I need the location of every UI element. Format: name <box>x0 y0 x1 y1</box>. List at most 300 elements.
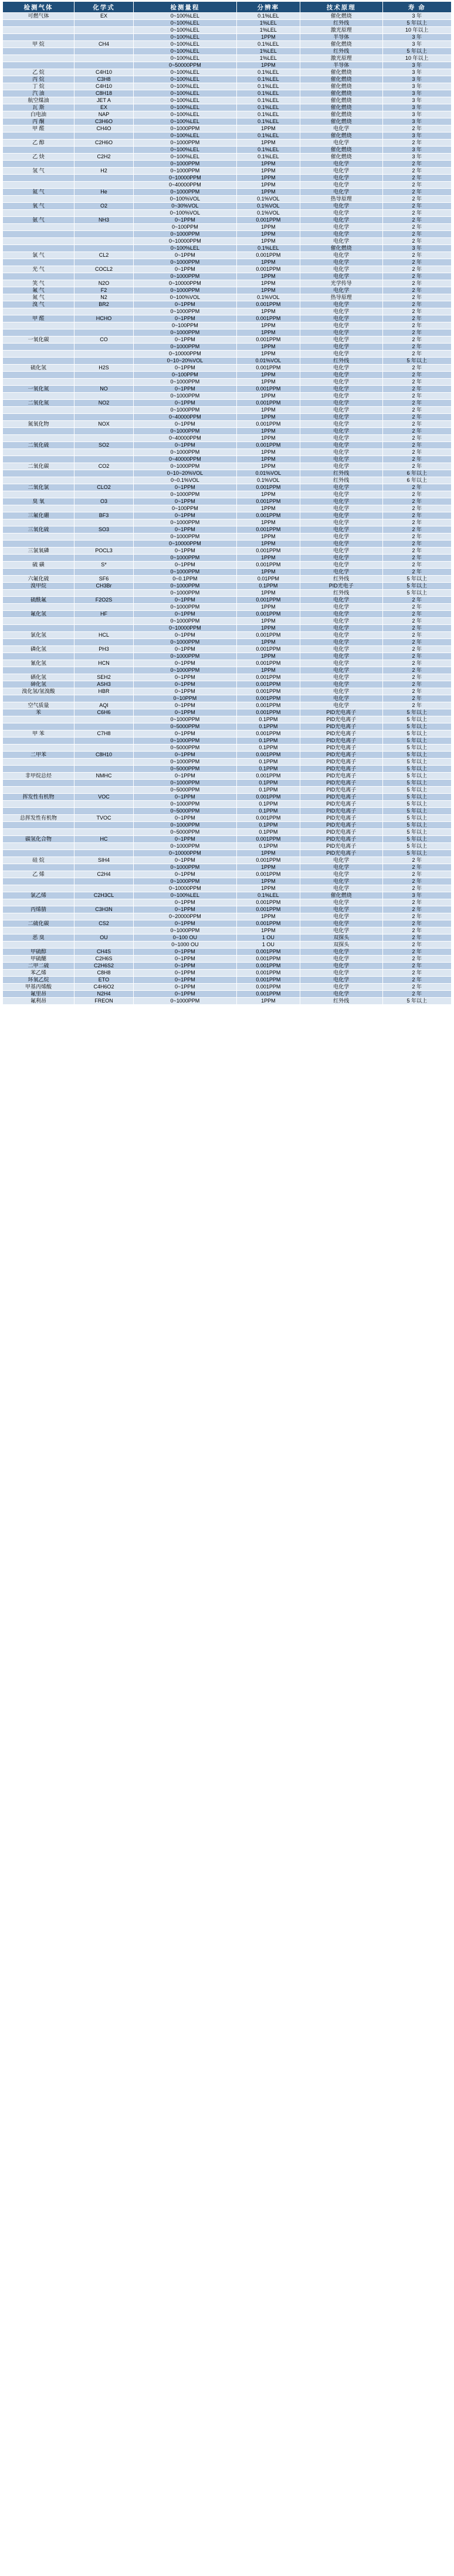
cell-gas-name: 二硫化碳 <box>3 920 74 927</box>
table-row <box>3 590 452 597</box>
cell-detection-range: 0~0.1PPM <box>133 576 236 583</box>
cell-resolution: 1PPM <box>236 618 300 625</box>
cell-technology: 电化学 <box>300 541 382 548</box>
table-row <box>3 365 452 372</box>
cell-technology: 催化燃烧 <box>300 83 382 90</box>
cell-resolution: 1PPM <box>236 322 300 329</box>
cell-resolution: 0.1%LEL <box>236 76 300 83</box>
cell-gas-name <box>3 456 74 463</box>
cell-resolution: 1PPM <box>236 590 300 597</box>
cell-detection-range: 0~1000PPM <box>133 140 236 147</box>
cell-technology: 催化燃烧 <box>300 69 382 76</box>
cell-chemical-formula <box>74 329 134 337</box>
cell-detection-range: 0~1PPM <box>133 963 236 970</box>
cell-chemical-formula <box>74 358 134 365</box>
cell-lifetime: 5 年以上 <box>382 590 451 597</box>
cell-gas-name <box>3 147 74 154</box>
cell-resolution: 1 OU <box>236 934 300 942</box>
table-row <box>3 618 452 625</box>
table-row <box>3 484 452 491</box>
column-header-gas: 检测气体 <box>3 2 74 13</box>
cell-detection-range: 0~100%LEL <box>133 41 236 48</box>
table-row <box>3 942 452 949</box>
cell-resolution: 0.001PPM <box>236 646 300 653</box>
cell-resolution: 0.1%LEL <box>236 69 300 76</box>
cell-detection-range: 0~1000PPM <box>133 125 236 132</box>
cell-gas-name <box>3 231 74 238</box>
cell-detection-range: 0~40000PPM <box>133 414 236 421</box>
cell-lifetime: 2 年 <box>382 611 451 618</box>
cell-detection-range: 0~10PPM <box>133 695 236 702</box>
cell-lifetime: 2 年 <box>382 505 451 512</box>
cell-lifetime: 2 年 <box>382 871 451 878</box>
cell-gas-name <box>3 414 74 421</box>
cell-detection-range: 0~1PPM <box>133 632 236 639</box>
cell-detection-range: 0~100%VOL <box>133 210 236 217</box>
table-row <box>3 329 452 337</box>
table-row <box>3 674 452 681</box>
cell-detection-range: 0~100%LEL <box>133 245 236 252</box>
cell-gas-name <box>3 801 74 808</box>
cell-lifetime: 2 年 <box>382 688 451 695</box>
cell-technology: 电化学 <box>300 498 382 505</box>
cell-gas-name <box>3 723 74 730</box>
cell-gas-name: 甲基丙烯酸 <box>3 984 74 991</box>
cell-resolution: 0.001PPM <box>236 512 300 519</box>
cell-chemical-formula: C4H10 <box>74 69 134 76</box>
cell-detection-range: 0~40000PPM <box>133 182 236 189</box>
cell-lifetime: 2 年 <box>382 308 451 315</box>
cell-lifetime: 2 年 <box>382 526 451 533</box>
cell-technology: 电化学 <box>300 379 382 386</box>
cell-lifetime: 2 年 <box>382 414 451 421</box>
cell-chemical-formula: H2 <box>74 168 134 175</box>
cell-detection-range: 0~1000PPM <box>133 393 236 400</box>
cell-chemical-formula <box>74 182 134 189</box>
cell-detection-range: 0~1000PPM <box>133 759 236 766</box>
cell-gas-name: 甲硫醚 <box>3 956 74 963</box>
cell-gas-name <box>3 533 74 541</box>
table-row <box>3 632 452 639</box>
cell-technology: PID光电离子 <box>300 801 382 808</box>
cell-lifetime: 2 年 <box>382 456 451 463</box>
cell-lifetime: 2 年 <box>382 541 451 548</box>
cell-technology: 红外线 <box>300 358 382 365</box>
cell-resolution: 0.1PPM <box>236 822 300 829</box>
cell-technology: 电化学 <box>300 505 382 512</box>
cell-technology: 电化学 <box>300 597 382 604</box>
cell-gas-name: 瓦 斯 <box>3 104 74 111</box>
cell-lifetime: 2 年 <box>382 625 451 632</box>
cell-resolution: 0.001PPM <box>236 365 300 372</box>
cell-lifetime: 5 年以上 <box>382 358 451 365</box>
cell-resolution: 0.001PPM <box>236 498 300 505</box>
cell-technology: 电化学 <box>300 210 382 217</box>
table-row <box>3 449 452 456</box>
cell-lifetime: 2 年 <box>382 463 451 470</box>
cell-gas-name: 硒化氢 <box>3 674 74 681</box>
cell-detection-range: 0~100 OU <box>133 934 236 942</box>
cell-technology: 电化学 <box>300 315 382 322</box>
cell-lifetime: 2 年 <box>382 984 451 991</box>
cell-chemical-formula: HCHO <box>74 315 134 322</box>
table-row <box>3 745 452 752</box>
cell-technology: 电化学 <box>300 168 382 175</box>
cell-chemical-formula <box>74 210 134 217</box>
cell-lifetime: 5 年以上 <box>382 752 451 759</box>
cell-detection-range: 0~40000PPM <box>133 435 236 442</box>
cell-lifetime: 3 年 <box>382 154 451 161</box>
cell-gas-name <box>3 428 74 435</box>
cell-lifetime: 3 年 <box>382 34 451 41</box>
cell-detection-range: 0~50000PPM <box>133 62 236 69</box>
cell-resolution: 0.001PPM <box>236 611 300 618</box>
cell-lifetime: 2 年 <box>382 864 451 871</box>
table-row <box>3 245 452 252</box>
cell-technology: PID光电离子 <box>300 766 382 773</box>
cell-detection-range: 0~10000PPM <box>133 175 236 182</box>
cell-technology: 电化学 <box>300 407 382 414</box>
table-row <box>3 175 452 182</box>
cell-detection-range: 0~1PPM <box>133 709 236 716</box>
cell-technology: PID光电离子 <box>300 850 382 857</box>
cell-technology: 电化学 <box>300 372 382 379</box>
cell-chemical-formula <box>74 533 134 541</box>
cell-gas-name <box>3 625 74 632</box>
cell-technology: 电化学 <box>300 329 382 337</box>
table-row <box>3 871 452 878</box>
cell-chemical-formula: C2H6S2 <box>74 963 134 970</box>
cell-technology: 红外线 <box>300 20 382 27</box>
cell-detection-range: 0~1000PPM <box>133 738 236 745</box>
cell-gas-name <box>3 351 74 358</box>
cell-lifetime: 3 年 <box>382 97 451 104</box>
cell-technology: 电化学 <box>300 949 382 956</box>
cell-gas-name: 苯 <box>3 709 74 716</box>
cell-lifetime: 5 年以上 <box>382 850 451 857</box>
cell-technology: 电化学 <box>300 287 382 294</box>
cell-resolution: 0.1%LEL <box>236 118 300 125</box>
table-row <box>3 140 452 147</box>
table-row <box>3 533 452 541</box>
cell-technology: PID光电离子 <box>300 738 382 745</box>
cell-detection-range: 0~20000PPM <box>133 913 236 920</box>
table-row <box>3 358 452 365</box>
cell-technology: PID光电离子 <box>300 815 382 822</box>
cell-gas-name: 非甲烷总烃 <box>3 773 74 780</box>
cell-technology: 电化学 <box>300 548 382 555</box>
cell-gas-name: 航空煤油 <box>3 97 74 104</box>
cell-technology: PID光电离子 <box>300 709 382 716</box>
table-row <box>3 625 452 632</box>
cell-gas-name <box>3 738 74 745</box>
cell-chemical-formula <box>74 245 134 252</box>
cell-technology: PID光电离子 <box>300 794 382 801</box>
cell-technology: PID光电离子 <box>300 780 382 787</box>
table-row <box>3 189 452 196</box>
cell-lifetime: 2 年 <box>382 393 451 400</box>
table-row <box>3 815 452 822</box>
table-row <box>3 829 452 836</box>
cell-detection-range: 0~100PPM <box>133 224 236 231</box>
cell-detection-range: 0~1PPM <box>133 562 236 569</box>
cell-gas-name: 溴甲烷 <box>3 583 74 590</box>
cell-chemical-formula <box>74 618 134 625</box>
cell-resolution: 0.01%VOL <box>236 470 300 477</box>
cell-technology: 电化学 <box>300 695 382 702</box>
cell-lifetime: 5 年以上 <box>382 843 451 850</box>
cell-chemical-formula: HBR <box>74 688 134 695</box>
cell-gas-name: 乙 烷 <box>3 69 74 76</box>
cell-technology: 催化燃烧 <box>300 76 382 83</box>
cell-detection-range: 0~100%LEL <box>133 27 236 34</box>
cell-gas-name: 乙 烯 <box>3 871 74 878</box>
cell-resolution: 0.001PPM <box>236 963 300 970</box>
cell-gas-name: 恶 臭 <box>3 934 74 942</box>
cell-detection-range: 0~1000PPM <box>133 801 236 808</box>
table-row <box>3 646 452 653</box>
cell-technology: 电化学 <box>300 653 382 660</box>
cell-detection-range: 0~1PPM <box>133 526 236 533</box>
table-row <box>3 843 452 850</box>
cell-resolution: 1PPM <box>236 238 300 245</box>
cell-resolution: 0.1%LEL <box>236 104 300 111</box>
cell-chemical-formula <box>74 132 134 140</box>
cell-resolution: 0.001PPM <box>236 984 300 991</box>
cell-resolution: 0.001PPM <box>236 301 300 308</box>
cell-chemical-formula: CH4 <box>74 41 134 48</box>
cell-gas-name: 甲 醛 <box>3 315 74 322</box>
cell-detection-range: 0~1PPM <box>133 498 236 505</box>
cell-chemical-formula <box>74 864 134 871</box>
cell-chemical-formula <box>74 449 134 456</box>
cell-chemical-formula: N2O <box>74 280 134 287</box>
table-row <box>3 998 452 1005</box>
cell-gas-name <box>3 780 74 787</box>
cell-chemical-formula <box>74 351 134 358</box>
cell-technology: 催化燃烧 <box>300 118 382 125</box>
cell-chemical-formula <box>74 653 134 660</box>
cell-chemical-formula: C2H6O <box>74 140 134 147</box>
cell-chemical-formula <box>74 428 134 435</box>
cell-detection-range: 0~1000PPM <box>133 998 236 1005</box>
cell-detection-range: 0~1PPM <box>133 970 236 977</box>
cell-technology: 电化学 <box>300 632 382 639</box>
table-row <box>3 20 452 27</box>
cell-gas-name <box>3 927 74 934</box>
cell-detection-range: 0~1000PPM <box>133 604 236 611</box>
cell-resolution: 1PPM <box>236 344 300 351</box>
cell-technology: 电化学 <box>300 393 382 400</box>
cell-lifetime: 2 年 <box>382 294 451 301</box>
cell-technology: 电化学 <box>300 927 382 934</box>
cell-lifetime: 2 年 <box>382 168 451 175</box>
cell-lifetime: 2 年 <box>382 435 451 442</box>
cell-resolution: 1PPM <box>236 287 300 294</box>
table-row <box>3 301 452 308</box>
table-row <box>3 463 452 470</box>
cell-detection-range: 0~100%LEL <box>133 147 236 154</box>
table-row <box>3 498 452 505</box>
cell-lifetime: 2 年 <box>382 533 451 541</box>
table-row <box>3 864 452 871</box>
cell-chemical-formula <box>74 196 134 203</box>
cell-detection-range: 0~1PPM <box>133 773 236 780</box>
cell-gas-name <box>3 329 74 337</box>
cell-resolution: 1PPM <box>236 140 300 147</box>
cell-technology: 电化学 <box>300 125 382 132</box>
cell-technology: 电化学 <box>300 231 382 238</box>
cell-detection-range: 0~100%LEL <box>133 97 236 104</box>
cell-technology: 电化学 <box>300 906 382 913</box>
table-row <box>3 991 452 998</box>
table-row <box>3 681 452 688</box>
cell-resolution: 0.01%VOL <box>236 358 300 365</box>
table-row <box>3 83 452 90</box>
cell-technology: 电化学 <box>300 519 382 526</box>
cell-detection-range: 0~1PPM <box>133 949 236 956</box>
cell-chemical-formula <box>74 780 134 787</box>
cell-chemical-formula: NAP <box>74 111 134 118</box>
cell-gas-name <box>3 822 74 829</box>
cell-technology: 双探头 <box>300 934 382 942</box>
cell-lifetime: 2 年 <box>382 379 451 386</box>
cell-detection-range: 0~10~20%VOL <box>133 470 236 477</box>
cell-resolution: 0.1%VOL <box>236 477 300 484</box>
cell-lifetime: 2 年 <box>382 175 451 182</box>
cell-detection-range: 0~1000PPM <box>133 519 236 526</box>
cell-chemical-formula <box>74 273 134 280</box>
cell-chemical-formula <box>74 34 134 41</box>
cell-detection-range: 0~1PPM <box>133 597 236 604</box>
cell-chemical-formula <box>74 695 134 702</box>
cell-resolution: 1PPM <box>236 161 300 168</box>
cell-resolution: 0.001PPM <box>236 315 300 322</box>
cell-detection-range: 0~1PPM <box>133 646 236 653</box>
cell-gas-name <box>3 449 74 456</box>
table-row <box>3 111 452 118</box>
cell-detection-range: 0~100PPM <box>133 505 236 512</box>
cell-resolution: 1PPM <box>236 604 300 611</box>
cell-chemical-formula: AQI <box>74 702 134 709</box>
cell-chemical-formula <box>74 519 134 526</box>
cell-resolution: 1PPM <box>236 168 300 175</box>
cell-chemical-formula <box>74 161 134 168</box>
cell-lifetime: 2 年 <box>382 702 451 709</box>
table-row <box>3 857 452 864</box>
table-row <box>3 322 452 329</box>
cell-detection-range: 0~0.1%VOL <box>133 477 236 484</box>
cell-detection-range: 0~1000PPM <box>133 716 236 723</box>
cell-resolution: 0.001PPM <box>236 815 300 822</box>
cell-gas-name <box>3 716 74 723</box>
cell-chemical-formula: CL2 <box>74 252 134 259</box>
cell-gas-name: 乙 醇 <box>3 140 74 147</box>
table-row <box>3 97 452 104</box>
cell-lifetime: 2 年 <box>382 238 451 245</box>
cell-technology: 电化学 <box>300 140 382 147</box>
cell-lifetime: 5 年以上 <box>382 48 451 55</box>
cell-lifetime: 2 年 <box>382 885 451 892</box>
cell-gas-name: 丙 酮 <box>3 118 74 125</box>
cell-chemical-formula: OU <box>74 934 134 942</box>
table-row <box>3 780 452 787</box>
cell-detection-range: 0~1PPM <box>133 857 236 864</box>
cell-technology: 红外线 <box>300 576 382 583</box>
cell-resolution: 1PPM <box>236 625 300 632</box>
cell-gas-name: 二氧化氯 <box>3 484 74 491</box>
cell-detection-range: 0~1PPM <box>133 611 236 618</box>
column-header-lifetime: 寿 命 <box>382 2 451 13</box>
table-row <box>3 906 452 913</box>
cell-resolution: 1PPM <box>236 555 300 562</box>
cell-chemical-formula <box>74 850 134 857</box>
cell-resolution: 1PPM <box>236 224 300 231</box>
cell-lifetime: 2 年 <box>382 970 451 977</box>
table-row <box>3 709 452 716</box>
cell-lifetime: 5 年以上 <box>382 794 451 801</box>
cell-resolution: 0.001PPM <box>236 266 300 273</box>
cell-gas-name: 二氧化碳 <box>3 463 74 470</box>
cell-lifetime: 2 年 <box>382 498 451 505</box>
cell-chemical-formula <box>74 414 134 421</box>
cell-gas-name <box>3 55 74 62</box>
cell-lifetime: 5 年以上 <box>382 998 451 1005</box>
cell-technology: 催化燃烧 <box>300 97 382 104</box>
cell-detection-range: 0~100%LEL <box>133 111 236 118</box>
cell-lifetime: 2 年 <box>382 639 451 646</box>
cell-lifetime: 3 年 <box>382 41 451 48</box>
cell-technology: 电化学 <box>300 913 382 920</box>
cell-technology: 电化学 <box>300 400 382 407</box>
cell-gas-name: 二甲二硫 <box>3 963 74 970</box>
cell-resolution: 1 OU <box>236 942 300 949</box>
cell-resolution: 0.001PPM <box>236 632 300 639</box>
cell-gas-name <box>3 175 74 182</box>
cell-detection-range: 0~100%VOL <box>133 294 236 301</box>
cell-lifetime: 5 年以上 <box>382 745 451 752</box>
cell-technology: 电化学 <box>300 646 382 653</box>
cell-gas-name: 硫 磺 <box>3 562 74 569</box>
cell-technology: PID光电离子 <box>300 822 382 829</box>
cell-resolution: 0.1%VOL <box>236 294 300 301</box>
cell-lifetime: 3 年 <box>382 13 451 20</box>
cell-detection-range: 0~1PPM <box>133 702 236 709</box>
cell-detection-range: 0~1PPM <box>133 548 236 555</box>
cell-gas-name <box>3 878 74 885</box>
cell-resolution: 1PPM <box>236 653 300 660</box>
cell-detection-range: 0~1PPM <box>133 365 236 372</box>
cell-technology: 电化学 <box>300 885 382 892</box>
cell-technology: 电化学 <box>300 555 382 562</box>
cell-chemical-formula: C4H10 <box>74 83 134 90</box>
cell-technology: 电化学 <box>300 322 382 329</box>
cell-technology: 电化学 <box>300 604 382 611</box>
cell-technology: 催化燃烧 <box>300 154 382 161</box>
cell-technology: 电化学 <box>300 702 382 709</box>
table-row <box>3 217 452 224</box>
cell-lifetime: 3 年 <box>382 62 451 69</box>
cell-lifetime: 2 年 <box>382 906 451 913</box>
cell-detection-range: 0~5000PPM <box>133 723 236 730</box>
cell-gas-name: 环氧乙烷 <box>3 977 74 984</box>
cell-lifetime: 2 年 <box>382 878 451 885</box>
cell-gas-name: 三氟化硼 <box>3 512 74 519</box>
cell-technology: 催化燃烧 <box>300 90 382 97</box>
cell-detection-range: 0~1000PPM <box>133 583 236 590</box>
cell-detection-range: 0~1000PPM <box>133 407 236 414</box>
cell-detection-range: 0~5000PPM <box>133 829 236 836</box>
